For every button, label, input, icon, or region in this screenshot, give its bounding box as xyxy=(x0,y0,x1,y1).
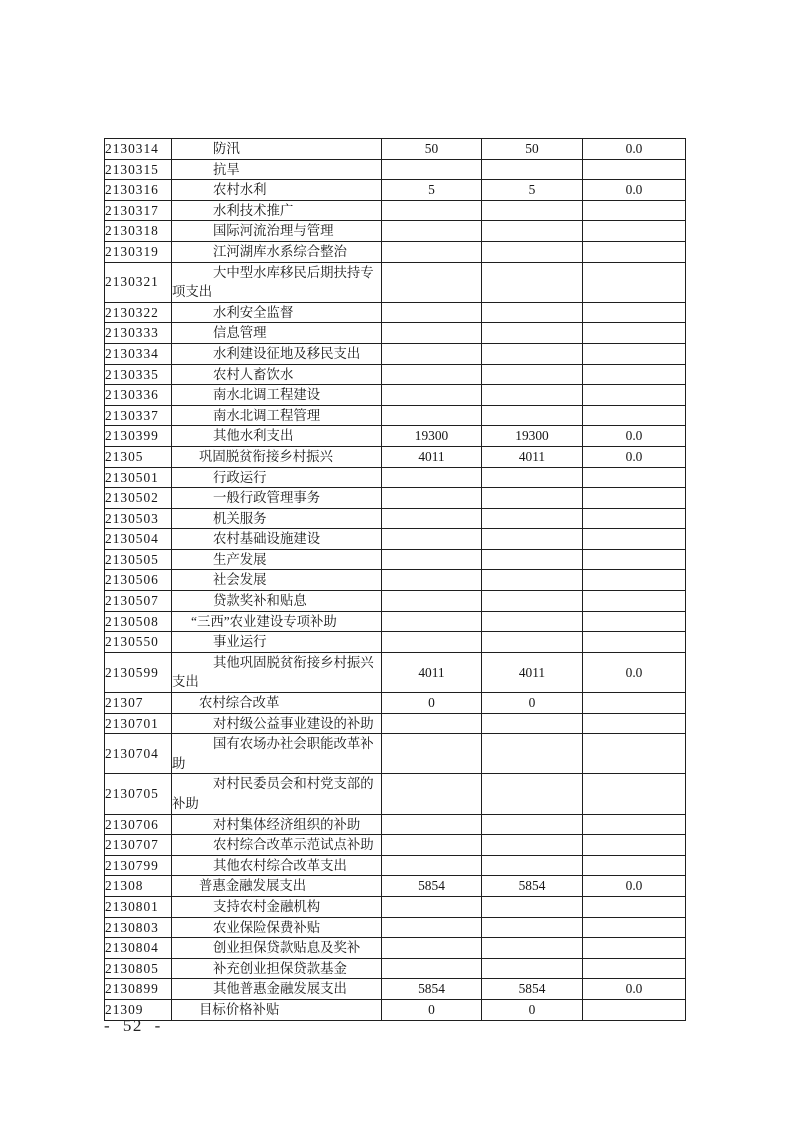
name-cell: 普惠金融发展支出 xyxy=(172,876,382,897)
table-row xyxy=(105,591,686,612)
value-cell-3: 0.0 xyxy=(583,979,686,1000)
table-row xyxy=(105,835,686,856)
table-row xyxy=(105,958,686,979)
name-cell: 补充创业担保贷款基金 xyxy=(172,958,382,979)
table-row xyxy=(105,385,686,406)
value-cell-2 xyxy=(482,323,583,344)
table-row xyxy=(105,139,686,160)
table-row xyxy=(105,938,686,959)
code-cell: 21307 xyxy=(105,693,172,714)
value-cell-3 xyxy=(583,999,686,1020)
code-cell: 2130504 xyxy=(105,529,172,550)
value-cell-3 xyxy=(583,241,686,262)
value-cell-2 xyxy=(482,835,583,856)
value-cell-3 xyxy=(583,467,686,488)
code-cell: 2130501 xyxy=(105,467,172,488)
value-cell-2 xyxy=(482,508,583,529)
value-cell-1: 5 xyxy=(382,180,482,201)
table-row xyxy=(105,713,686,734)
value-cell-2 xyxy=(482,917,583,938)
code-cell: 2130336 xyxy=(105,385,172,406)
value-cell-3 xyxy=(583,508,686,529)
code-cell: 2130314 xyxy=(105,139,172,160)
value-cell-1 xyxy=(382,734,482,774)
budget-table-body xyxy=(105,139,686,1021)
table-row xyxy=(105,896,686,917)
value-cell-2: 4011 xyxy=(482,446,583,467)
table-row xyxy=(105,467,686,488)
code-cell: 2130321 xyxy=(105,262,172,302)
value-cell-2 xyxy=(482,632,583,653)
name-cell: 一般行政管理事务 xyxy=(172,488,382,509)
value-cell-3 xyxy=(583,364,686,385)
name-cell: 农村水利 xyxy=(172,180,382,201)
name-cell: 防汛 xyxy=(172,139,382,160)
value-cell-2: 19300 xyxy=(482,426,583,447)
table-row xyxy=(105,364,686,385)
value-cell-3 xyxy=(583,693,686,714)
value-cell-3 xyxy=(583,302,686,323)
value-cell-2 xyxy=(482,364,583,385)
page-number: - 52 - xyxy=(104,1016,162,1035)
value-cell-1 xyxy=(382,467,482,488)
code-cell: 2130550 xyxy=(105,632,172,653)
name-cell: 农村基础设施建设 xyxy=(172,529,382,550)
value-cell-1 xyxy=(382,855,482,876)
value-cell-3 xyxy=(583,200,686,221)
value-cell-1: 0 xyxy=(382,693,482,714)
value-cell-3 xyxy=(583,343,686,364)
value-cell-1 xyxy=(382,774,482,814)
code-cell: 2130704 xyxy=(105,734,172,774)
value-cell-3 xyxy=(583,896,686,917)
code-cell: 2130804 xyxy=(105,938,172,959)
name-cell: 南水北调工程建设 xyxy=(172,385,382,406)
code-cell: 2130506 xyxy=(105,570,172,591)
code-cell: 2130705 xyxy=(105,774,172,814)
value-cell-1 xyxy=(382,713,482,734)
code-cell: 2130508 xyxy=(105,611,172,632)
table-row xyxy=(105,323,686,344)
table-row xyxy=(105,814,686,835)
value-cell-1 xyxy=(382,549,482,570)
value-cell-2: 5854 xyxy=(482,979,583,1000)
value-cell-2 xyxy=(482,734,583,774)
name-cell: 机关服务 xyxy=(172,508,382,529)
value-cell-3 xyxy=(583,774,686,814)
value-cell-2 xyxy=(482,159,583,180)
value-cell-3 xyxy=(583,323,686,344)
value-cell-1 xyxy=(382,917,482,938)
table-row xyxy=(105,446,686,467)
value-cell-3 xyxy=(583,611,686,632)
value-cell-3 xyxy=(583,938,686,959)
budget-table xyxy=(104,138,686,1021)
code-cell: 2130317 xyxy=(105,200,172,221)
code-cell: 2130799 xyxy=(105,855,172,876)
value-cell-1 xyxy=(382,488,482,509)
name-cell: 对村民委员会和村党支部的补助 xyxy=(172,774,382,814)
value-cell-1 xyxy=(382,611,482,632)
value-cell-2 xyxy=(482,343,583,364)
name-cell: 南水北调工程管理 xyxy=(172,405,382,426)
table-row xyxy=(105,180,686,201)
value-cell-3 xyxy=(583,221,686,242)
table-row xyxy=(105,876,686,897)
table-row xyxy=(105,159,686,180)
value-cell-1 xyxy=(382,632,482,653)
name-cell: 农业保险保费补贴 xyxy=(172,917,382,938)
code-cell: 2130337 xyxy=(105,405,172,426)
table-row xyxy=(105,200,686,221)
value-cell-2 xyxy=(482,385,583,406)
value-cell-1 xyxy=(382,591,482,612)
name-cell: 江河湖库水系综合整治 xyxy=(172,241,382,262)
name-cell: 国有农场办社会职能改革补助 xyxy=(172,734,382,774)
value-cell-1: 4011 xyxy=(382,652,482,692)
value-cell-3 xyxy=(583,814,686,835)
table-row xyxy=(105,774,686,814)
value-cell-1 xyxy=(382,323,482,344)
code-cell: 2130399 xyxy=(105,426,172,447)
value-cell-1 xyxy=(382,385,482,406)
value-cell-3 xyxy=(583,488,686,509)
name-cell: 信息管理 xyxy=(172,323,382,344)
value-cell-1 xyxy=(382,814,482,835)
code-cell: 21305 xyxy=(105,446,172,467)
value-cell-3 xyxy=(583,591,686,612)
name-cell: 国际河流治理与管理 xyxy=(172,221,382,242)
code-cell: 2130505 xyxy=(105,549,172,570)
name-cell: 水利技术推广 xyxy=(172,200,382,221)
code-cell: 2130334 xyxy=(105,343,172,364)
table-row xyxy=(105,917,686,938)
value-cell-3 xyxy=(583,385,686,406)
name-cell: 其他巩固脱贫衔接乡村振兴支出 xyxy=(172,652,382,692)
value-cell-3: 0.0 xyxy=(583,446,686,467)
code-cell: 2130801 xyxy=(105,896,172,917)
value-cell-1 xyxy=(382,241,482,262)
code-cell: 21309 xyxy=(105,999,172,1020)
value-cell-2 xyxy=(482,405,583,426)
value-cell-1: 5854 xyxy=(382,876,482,897)
value-cell-1 xyxy=(382,221,482,242)
name-cell: 生产发展 xyxy=(172,549,382,570)
value-cell-3 xyxy=(583,958,686,979)
table-row xyxy=(105,241,686,262)
value-cell-2: 0 xyxy=(482,999,583,1020)
name-cell: 农村综合改革示范试点补助 xyxy=(172,835,382,856)
value-cell-3 xyxy=(583,405,686,426)
value-cell-2: 0 xyxy=(482,693,583,714)
code-cell: 2130805 xyxy=(105,958,172,979)
value-cell-2 xyxy=(482,529,583,550)
name-cell: “三西”农业建设专项补助 xyxy=(172,611,382,632)
table-row xyxy=(105,529,686,550)
value-cell-2 xyxy=(482,611,583,632)
value-cell-3 xyxy=(583,835,686,856)
value-cell-3: 0.0 xyxy=(583,426,686,447)
code-cell: 2130318 xyxy=(105,221,172,242)
value-cell-2 xyxy=(482,467,583,488)
name-cell: 水利安全监督 xyxy=(172,302,382,323)
code-cell: 2130701 xyxy=(105,713,172,734)
value-cell-3 xyxy=(583,529,686,550)
name-cell: 农村综合改革 xyxy=(172,693,382,714)
value-cell-2 xyxy=(482,855,583,876)
name-cell: 农村人畜饮水 xyxy=(172,364,382,385)
name-cell: 抗旱 xyxy=(172,159,382,180)
table-row xyxy=(105,999,686,1020)
value-cell-1: 4011 xyxy=(382,446,482,467)
value-cell-1 xyxy=(382,938,482,959)
name-cell: 贷款奖补和贴息 xyxy=(172,591,382,612)
name-cell: 巩固脱贫衔接乡村振兴 xyxy=(172,446,382,467)
table-row xyxy=(105,652,686,692)
name-cell: 事业运行 xyxy=(172,632,382,653)
value-cell-2 xyxy=(482,896,583,917)
table-row xyxy=(105,426,686,447)
table-row xyxy=(105,855,686,876)
table-row xyxy=(105,611,686,632)
value-cell-1: 19300 xyxy=(382,426,482,447)
value-cell-2 xyxy=(482,221,583,242)
value-cell-3 xyxy=(583,632,686,653)
value-cell-2 xyxy=(482,774,583,814)
code-cell: 2130319 xyxy=(105,241,172,262)
table-row xyxy=(105,979,686,1000)
code-cell: 2130503 xyxy=(105,508,172,529)
value-cell-3 xyxy=(583,734,686,774)
name-cell: 大中型水库移民后期扶持专项支出 xyxy=(172,262,382,302)
value-cell-2 xyxy=(482,958,583,979)
name-cell: 其他水利支出 xyxy=(172,426,382,447)
name-cell: 社会发展 xyxy=(172,570,382,591)
value-cell-3 xyxy=(583,855,686,876)
table-row xyxy=(105,262,686,302)
value-cell-3 xyxy=(583,159,686,180)
value-cell-1 xyxy=(382,896,482,917)
table-row xyxy=(105,405,686,426)
value-cell-2 xyxy=(482,302,583,323)
code-cell: 2130333 xyxy=(105,323,172,344)
value-cell-1: 50 xyxy=(382,139,482,160)
name-cell: 其他普惠金融发展支出 xyxy=(172,979,382,1000)
table-row xyxy=(105,508,686,529)
table-row xyxy=(105,570,686,591)
code-cell: 2130502 xyxy=(105,488,172,509)
value-cell-3 xyxy=(583,570,686,591)
table-row xyxy=(105,549,686,570)
value-cell-1 xyxy=(382,405,482,426)
code-cell: 2130599 xyxy=(105,652,172,692)
table-row xyxy=(105,302,686,323)
value-cell-3 xyxy=(583,713,686,734)
value-cell-2 xyxy=(482,488,583,509)
value-cell-2 xyxy=(482,200,583,221)
value-cell-2 xyxy=(482,241,583,262)
table-row xyxy=(105,343,686,364)
name-cell: 对村级公益事业建设的补助 xyxy=(172,713,382,734)
code-cell: 2130322 xyxy=(105,302,172,323)
value-cell-1 xyxy=(382,343,482,364)
value-cell-2 xyxy=(482,549,583,570)
code-cell: 2130316 xyxy=(105,180,172,201)
value-cell-2: 5854 xyxy=(482,876,583,897)
value-cell-3 xyxy=(583,549,686,570)
value-cell-3 xyxy=(583,917,686,938)
table-row xyxy=(105,734,686,774)
code-cell: 2130899 xyxy=(105,979,172,1000)
code-cell: 2130706 xyxy=(105,814,172,835)
value-cell-2: 50 xyxy=(482,139,583,160)
value-cell-3 xyxy=(583,262,686,302)
name-cell: 创业担保贷款贴息及奖补 xyxy=(172,938,382,959)
name-cell: 目标价格补贴 xyxy=(172,999,382,1020)
value-cell-2 xyxy=(482,814,583,835)
value-cell-1: 0 xyxy=(382,999,482,1020)
name-cell: 水利建设征地及移民支出 xyxy=(172,343,382,364)
value-cell-2 xyxy=(482,262,583,302)
code-cell: 2130335 xyxy=(105,364,172,385)
value-cell-2 xyxy=(482,938,583,959)
code-cell: 2130507 xyxy=(105,591,172,612)
value-cell-1 xyxy=(382,529,482,550)
value-cell-2: 5 xyxy=(482,180,583,201)
value-cell-1 xyxy=(382,835,482,856)
value-cell-3: 0.0 xyxy=(583,876,686,897)
table-row xyxy=(105,221,686,242)
value-cell-1 xyxy=(382,302,482,323)
value-cell-2 xyxy=(482,570,583,591)
name-cell: 行政运行 xyxy=(172,467,382,488)
value-cell-1: 5854 xyxy=(382,979,482,1000)
value-cell-1 xyxy=(382,570,482,591)
value-cell-2 xyxy=(482,713,583,734)
name-cell: 对村集体经济组织的补助 xyxy=(172,814,382,835)
value-cell-1 xyxy=(382,508,482,529)
value-cell-1 xyxy=(382,958,482,979)
value-cell-2: 4011 xyxy=(482,652,583,692)
value-cell-1 xyxy=(382,200,482,221)
code-cell: 2130315 xyxy=(105,159,172,180)
name-cell: 其他农村综合改革支出 xyxy=(172,855,382,876)
code-cell: 21308 xyxy=(105,876,172,897)
value-cell-1 xyxy=(382,364,482,385)
value-cell-3: 0.0 xyxy=(583,652,686,692)
value-cell-3: 0.0 xyxy=(583,180,686,201)
table-row xyxy=(105,488,686,509)
value-cell-3: 0.0 xyxy=(583,139,686,160)
value-cell-1 xyxy=(382,262,482,302)
code-cell: 2130803 xyxy=(105,917,172,938)
table-row xyxy=(105,632,686,653)
value-cell-1 xyxy=(382,159,482,180)
value-cell-2 xyxy=(482,591,583,612)
table-row xyxy=(105,693,686,714)
code-cell: 2130707 xyxy=(105,835,172,856)
name-cell: 支持农村金融机构 xyxy=(172,896,382,917)
